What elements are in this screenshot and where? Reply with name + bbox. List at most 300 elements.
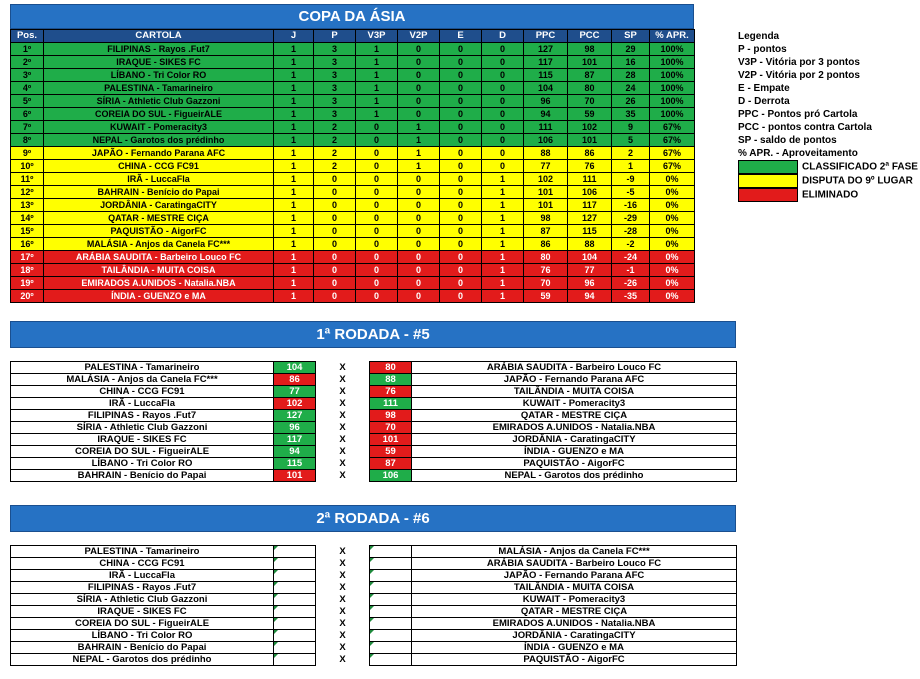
standings-cell-v3p: 0 [356,225,398,238]
standings-cell-ppc: 59 [524,290,568,303]
standings-cell-ppc: 87 [524,225,568,238]
standings-cell-v3p: 0 [356,277,398,290]
standings-cell-pcc: 98 [568,43,612,56]
away-score-empty[interactable] [370,582,412,594]
standings-cell-p: 2 [314,147,356,160]
standings-cell-d: 1 [482,173,524,186]
standings-cell-v3p: 0 [356,199,398,212]
standings-cell-e: 0 [440,108,482,121]
standings-cell-pcc: 80 [568,82,612,95]
standings-cell-sp: 35 [612,108,650,121]
standings-cell-pcc: 88 [568,238,612,251]
versus-label: X [339,386,346,397]
standings-cell-name: QATAR - MESTRE CIÇA [44,212,274,225]
standings-cell-v3p: 0 [356,186,398,199]
home-score: 104 [274,362,316,374]
standings-cell-pcc: 115 [568,225,612,238]
standings-cell-j: 1 [274,277,314,290]
standings-cell-v2p: 0 [398,225,440,238]
away-score: 111 [370,398,412,410]
standings-cell-e: 0 [440,251,482,264]
standings-cell-v2p: 1 [398,147,440,160]
standings-header-row [11,30,695,43]
home-score-empty[interactable] [274,546,316,558]
away-score: 106 [370,470,412,482]
standings-cell-p: 2 [314,121,356,134]
legend-line: PPC - Pontos pró Cartola [738,109,858,120]
standings-cell-name: SÍRIA - Athletic Club Gazzoni [44,95,274,108]
standings-cell-pos: 2º [11,56,44,69]
comment-marker-icon [370,594,374,598]
comment-marker-icon [370,582,374,586]
standings-cell-sp: 9 [612,121,650,134]
standings-cell-name: FILIPINAS - Rayos .Fut7 [44,43,274,56]
away-team: QATAR - MESTRE CIÇA [412,606,737,618]
home-score: 96 [274,422,316,434]
versus-label: X [339,546,346,557]
match-row [11,546,737,558]
away-score-empty[interactable] [370,546,412,558]
standings-cell-d: 0 [482,108,524,121]
standings-cell-pos: 18º [11,264,44,277]
away-score: 98 [370,410,412,422]
standings-row [11,212,695,225]
match-row [11,434,737,446]
standings-cell-name: JORDÂNIA - CaratingaCITY [44,199,274,212]
standings-cell-pcc: 127 [568,212,612,225]
standings-cell-v3p: 1 [356,95,398,108]
standings-cell-pos: 5º [11,95,44,108]
away-team: PAQUISTÃO - AigorFC [412,654,737,666]
standings-row [11,147,695,160]
home-score-empty[interactable] [274,582,316,594]
legend-item-label: ELIMINADO [802,189,859,201]
standings-cell-pcc: 59 [568,108,612,121]
column-header: CARTOLA [44,30,274,43]
home-team: SÍRIA - Athletic Club Gazzoni [11,594,274,606]
away-team: KUWAIT - Pomeracity3 [412,398,737,410]
standings-cell-p: 3 [314,82,356,95]
away-score: 80 [370,362,412,374]
away-score-empty[interactable] [370,606,412,618]
round2-title: 2ª RODADA - #6 [10,505,736,532]
column-header: D [482,30,524,43]
column-header: % APR. [650,30,695,43]
away-score: 70 [370,422,412,434]
standings-cell-pos: 4º [11,82,44,95]
standings-cell-d: 1 [482,225,524,238]
match-row [11,570,737,582]
match-row [11,654,737,666]
standings-cell-p: 0 [314,225,356,238]
away-score-empty[interactable] [370,618,412,630]
comment-marker-icon [370,654,374,658]
standings-cell-j: 1 [274,147,314,160]
home-team: IRAQUE - SIKES FC [11,606,274,618]
standings-cell-pcc: 76 [568,160,612,173]
standings-row [11,69,695,82]
standings-cell-d: 0 [482,95,524,108]
standings-cell-j: 1 [274,290,314,303]
home-team: PALESTINA - Tamarineiro [11,546,274,558]
standings-cell-d: 1 [482,212,524,225]
standings-cell-e: 0 [440,43,482,56]
standings-cell-sp: 1 [612,160,650,173]
legend-swatch [738,160,798,174]
standings-cell-pos: 8º [11,134,44,147]
standings-cell-d: 1 [482,277,524,290]
standings-cell-j: 1 [274,264,314,277]
standings-cell-j: 1 [274,160,314,173]
standings-cell-d: 0 [482,121,524,134]
away-score-empty[interactable] [370,642,412,654]
standings-cell-ppc: 101 [524,199,568,212]
standings-cell-name: LÍBANO - Tri Color RO [44,69,274,82]
standings-cell-v2p: 0 [398,82,440,95]
standings-cell-sp: -28 [612,225,650,238]
home-score-empty[interactable] [274,642,316,654]
away-team: ÍNDIA - GUENZO e MA [412,642,737,654]
comment-marker-icon [274,606,278,610]
standings-cell-v2p: 0 [398,264,440,277]
away-score: 87 [370,458,412,470]
standings-cell-ppc: 94 [524,108,568,121]
standings-cell-pos: 19º [11,277,44,290]
legend-line: P - pontos [738,44,787,55]
standings-row [11,264,695,277]
away-score-empty[interactable] [370,630,412,642]
standings-cell-v3p: 0 [356,134,398,147]
standings-cell-pcc: 104 [568,251,612,264]
standings-cell-pos: 11º [11,173,44,186]
comment-marker-icon [274,618,278,622]
home-score-empty[interactable] [274,618,316,630]
away-team: MALÁSIA - Anjos da Canela FC*** [412,546,737,558]
standings-cell-name: MALÁSIA - Anjos da Canela FC*** [44,238,274,251]
standings-cell-apr: 0% [650,173,695,186]
standings-cell-sp: -16 [612,199,650,212]
standings-cell-d: 0 [482,134,524,147]
standings-cell-v2p: 1 [398,134,440,147]
column-header: Pos. [11,30,44,43]
legend-swatch [738,188,798,202]
standings-row [11,95,695,108]
away-team: EMIRADOS A.UNIDOS - Natalia.NBA [412,422,737,434]
standings-cell-e: 0 [440,82,482,95]
versus-label: X [339,618,346,629]
standings-cell-name: PAQUISTÃO - AigorFC [44,225,274,238]
column-header: E [440,30,482,43]
home-score-empty[interactable] [274,654,316,666]
standings-cell-ppc: 101 [524,186,568,199]
standings-cell-e: 0 [440,277,482,290]
standings-cell-apr: 67% [650,147,695,160]
standings-cell-name: JAPÃO - Fernando Parana AFC [44,147,274,160]
standings-cell-j: 1 [274,251,314,264]
match-row [11,422,737,434]
match-row [11,582,737,594]
standings-cell-e: 0 [440,147,482,160]
match-row [11,594,737,606]
standings-cell-sp: -24 [612,251,650,264]
away-score-empty[interactable] [370,654,412,666]
versus-label: X [339,594,346,605]
standings-cell-apr: 0% [650,225,695,238]
standings-cell-j: 1 [274,56,314,69]
standings-cell-e: 0 [440,173,482,186]
versus-label: X [339,362,346,373]
home-score-empty[interactable] [274,606,316,618]
home-score: 101 [274,470,316,482]
legend-item-label: CLASSIFICADO 2ª FASE [802,161,918,173]
standings-cell-pcc: 117 [568,199,612,212]
standings-cell-sp: -26 [612,277,650,290]
standings-cell-apr: 100% [650,56,695,69]
versus-label: X [339,606,346,617]
away-team: TAILÂNDIA - MUITA COISA [412,582,737,594]
standings-cell-v3p: 0 [356,121,398,134]
standings-cell-p: 0 [314,277,356,290]
comment-marker-icon [370,642,374,646]
standings-cell-ppc: 77 [524,160,568,173]
standings-cell-p: 0 [314,251,356,264]
versus-label: X [339,558,346,569]
standings-cell-v2p: 0 [398,186,440,199]
versus-label: X [339,446,346,457]
standings-cell-apr: 0% [650,212,695,225]
standings-cell-sp: 28 [612,69,650,82]
away-team: TAILÂNDIA - MUITA COISA [412,386,737,398]
match-row [11,446,737,458]
standings-cell-v2p: 0 [398,43,440,56]
home-score: 115 [274,458,316,470]
standings-cell-e: 0 [440,95,482,108]
standings-row [11,121,695,134]
comment-marker-icon [370,570,374,574]
standings-cell-pos: 10º [11,160,44,173]
standings-cell-apr: 0% [650,251,695,264]
standings-cell-pos: 1º [11,43,44,56]
standings-cell-p: 2 [314,160,356,173]
standings-cell-d: 1 [482,199,524,212]
standings-cell-pos: 3º [11,69,44,82]
standings-cell-v3p: 1 [356,82,398,95]
standings-cell-p: 3 [314,69,356,82]
legend-item [738,174,920,188]
away-score-empty[interactable] [370,570,412,582]
home-score-empty[interactable] [274,630,316,642]
standings-row [11,186,695,199]
standings-cell-v2p: 1 [398,121,440,134]
standings-cell-e: 0 [440,134,482,147]
standings-cell-sp: -29 [612,212,650,225]
standings-cell-d: 1 [482,264,524,277]
standings-cell-v2p: 0 [398,238,440,251]
standings-cell-name: CHINA - CCG FC91 [44,160,274,173]
standings-cell-e: 0 [440,69,482,82]
standings-cell-apr: 0% [650,238,695,251]
home-team: PALESTINA - Tamarineiro [11,362,274,374]
standings-cell-apr: 100% [650,43,695,56]
standings-row [11,277,695,290]
standings-cell-apr: 0% [650,290,695,303]
standings-cell-d: 0 [482,160,524,173]
away-score-empty[interactable] [370,594,412,606]
standings-cell-e: 0 [440,212,482,225]
away-team: ÍNDIA - GUENZO e MA [412,446,737,458]
standings-cell-p: 0 [314,199,356,212]
away-score: 101 [370,434,412,446]
standings-cell-d: 0 [482,69,524,82]
away-team: JAPÃO - Fernando Parana AFC [412,374,737,386]
standings-cell-v2p: 0 [398,251,440,264]
standings-cell-e: 0 [440,199,482,212]
standings-cell-ppc: 98 [524,212,568,225]
legend-line: D - Derrota [738,96,790,107]
standings-cell-sp: -35 [612,290,650,303]
standings-cell-pos: 9º [11,147,44,160]
standings-cell-d: 1 [482,290,524,303]
home-score-empty[interactable] [274,570,316,582]
standings-cell-sp: -9 [612,173,650,186]
legend-line: V2P - Vitória por 2 pontos [738,70,860,81]
column-header: J [274,30,314,43]
column-header: V3P [356,30,398,43]
standings-cell-v3p: 0 [356,160,398,173]
home-team: LÍBANO - Tri Color RO [11,458,274,470]
standings-cell-apr: 67% [650,160,695,173]
standings-cell-v3p: 1 [356,108,398,121]
standings-cell-ppc: 80 [524,251,568,264]
home-score-empty[interactable] [274,594,316,606]
standings-cell-ppc: 102 [524,173,568,186]
home-score-empty[interactable] [274,558,316,570]
standings-cell-name: ARÁBIA SAUDITA - Barbeiro Louco FC [44,251,274,264]
home-team: IRAQUE - SIKES FC [11,434,274,446]
comment-marker-icon [274,594,278,598]
home-team: LÍBANO - Tri Color RO [11,630,274,642]
standings-cell-sp: 26 [612,95,650,108]
home-team: CHINA - CCG FC91 [11,386,274,398]
standings-cell-sp: -5 [612,186,650,199]
match-row [11,386,737,398]
legend [738,30,920,202]
standings-cell-j: 1 [274,43,314,56]
legend-title: Legenda [738,31,780,42]
standings-cell-p: 3 [314,95,356,108]
standings-cell-apr: 0% [650,186,695,199]
comment-marker-icon [274,546,278,550]
away-team: ARÁBIA SAUDITA - Barbeiro Louco FC [412,558,737,570]
standings-row [11,108,695,121]
standings-cell-name: IRÃ - LuccaFla [44,173,274,186]
away-score-empty[interactable] [370,558,412,570]
standings-cell-apr: 67% [650,134,695,147]
standings-cell-j: 1 [274,238,314,251]
standings-cell-j: 1 [274,69,314,82]
standings-cell-pcc: 86 [568,147,612,160]
legend-item [738,160,920,174]
standings-cell-e: 0 [440,186,482,199]
standings-cell-name: BAHRAIN - Benício do Papai [44,186,274,199]
standings-cell-v2p: 0 [398,173,440,186]
standings-cell-name: EMIRADOS A.UNIDOS - Natalia.NBA [44,277,274,290]
standings-cell-pos: 13º [11,199,44,212]
standings-cell-name: IRAQUE - SIKES FC [44,56,274,69]
standings-cell-ppc: 115 [524,69,568,82]
standings-cell-v2p: 0 [398,95,440,108]
standings-cell-v2p: 0 [398,108,440,121]
standings-cell-ppc: 127 [524,43,568,56]
standings-cell-pcc: 77 [568,264,612,277]
standings-cell-sp: 5 [612,134,650,147]
standings-row [11,173,695,186]
standings-title: COPA DA ÁSIA [10,4,694,29]
comment-marker-icon [370,546,374,550]
standings-cell-v2p: 0 [398,290,440,303]
versus-label: X [339,654,346,665]
standings-cell-ppc: 86 [524,238,568,251]
versus-label: X [339,458,346,469]
versus-label: X [339,410,346,421]
standings-cell-p: 2 [314,134,356,147]
standings-cell-apr: 67% [650,121,695,134]
round2-table [10,545,737,666]
column-header: P [314,30,356,43]
standings-cell-e: 0 [440,264,482,277]
away-team: JORDÂNIA - CaratingaCITY [412,434,737,446]
standings-cell-pcc: 70 [568,95,612,108]
standings-cell-j: 1 [274,173,314,186]
standings-cell-v3p: 0 [356,212,398,225]
standings-cell-pcc: 102 [568,121,612,134]
legend-item-label: DISPUTA DO 9º LUGAR [802,175,913,187]
column-header: SP [612,30,650,43]
standings-cell-v3p: 0 [356,264,398,277]
home-score: 102 [274,398,316,410]
standings-cell-p: 0 [314,264,356,277]
standings-cell-sp: -1 [612,264,650,277]
standings-cell-v3p: 1 [356,69,398,82]
standings-cell-pos: 15º [11,225,44,238]
comment-marker-icon [274,558,278,562]
standings-cell-d: 0 [482,82,524,95]
away-team: EMIRADOS A.UNIDOS - Natalia.NBA [412,618,737,630]
column-header: PPC [524,30,568,43]
standings-cell-ppc: 88 [524,147,568,160]
standings-cell-ppc: 76 [524,264,568,277]
standings-cell-sp: 16 [612,56,650,69]
standings-cell-name: PALESTINA - Tamarineiro [44,82,274,95]
standings-cell-pcc: 87 [568,69,612,82]
match-row [11,362,737,374]
legend-swatch [738,174,798,188]
standings-cell-j: 1 [274,186,314,199]
comment-marker-icon [370,630,374,634]
standings-row [11,238,695,251]
comment-marker-icon [370,558,374,562]
standings-cell-ppc: 111 [524,121,568,134]
standings-cell-d: 1 [482,251,524,264]
standings-cell-sp: -2 [612,238,650,251]
away-score: 76 [370,386,412,398]
away-team: JAPÃO - Fernando Parana AFC [412,570,737,582]
standings-row [11,56,695,69]
match-row [11,618,737,630]
standings-cell-ppc: 106 [524,134,568,147]
standings-cell-ppc: 96 [524,95,568,108]
standings-cell-j: 1 [274,95,314,108]
